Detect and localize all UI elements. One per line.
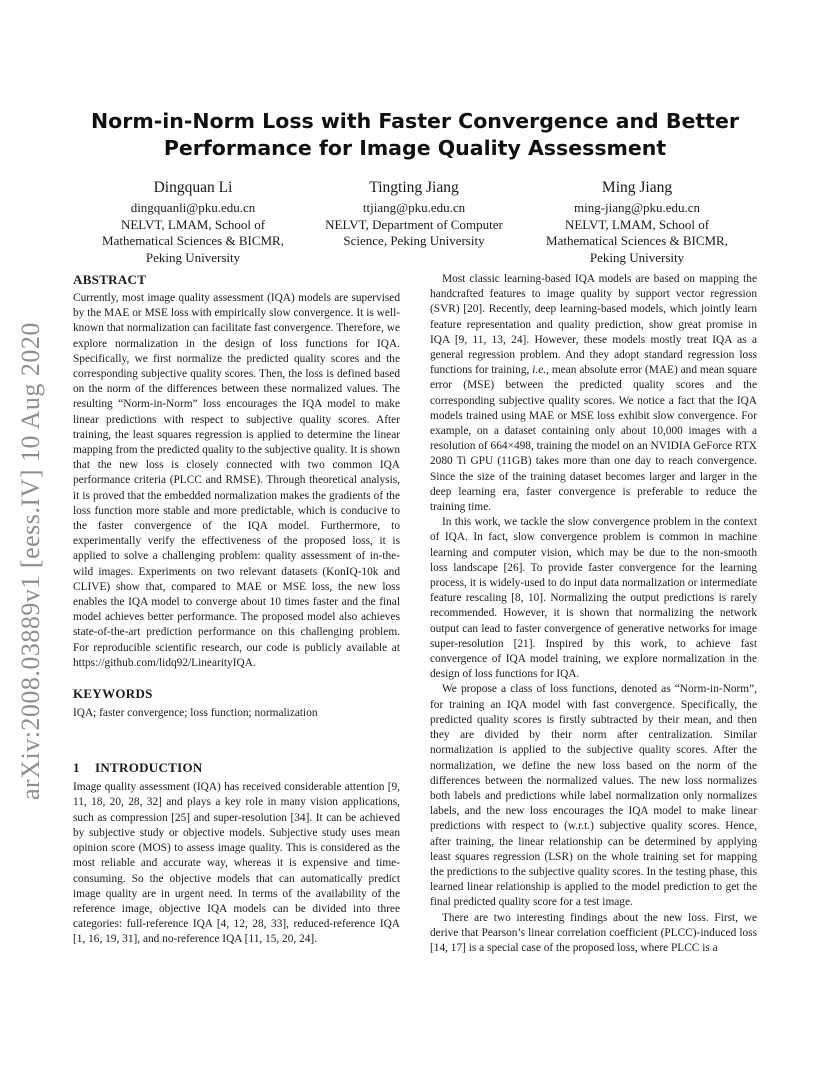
paper-title: [90, 108, 740, 162]
introduction-paragraph: Image quality assessment (IQA) has received considerable attention [9, 11, 18, 20, 28, 32] and plays a key role in many vision applications, such as compression [25] and super-resolution [34]. It can be achieved by subjective study or objective models. Subjective study uses mean opinion score (MOS) to assess image quality. This is considered as the most reliable and accurate way, whereas it is expensive and time-consuming. So the objective models that can automatically predict image quality are in urgent need. In terms of the availability of the reference image, objective IQA models can be divided into three categories: full-reference IQA [4, 12, 28, 33], reduced-reference IQA [1, 16, 19, 31], and no-reference IQA [11, 15, 20, 24].: [73, 781, 400, 946]
abstract-heading: ABSTRACT: [73, 272, 147, 287]
abstract-text: Currently, most image quality assessment (IQA) models are supervised by the MAE or MSE loss with empirically slow convergence. It is well-known that normalization can facilitate fast convergence. Therefore, we explore normalization in the design of loss functions for IQA. Specifically, we first normalize the predicted quality scores and the corresponding subjective quality scores. Then, the loss is defined based on the norm of the differences between these normalized values. The resulting “Norm-in-Norm” loss encourages the IQA model to make linear predictions with respect to subjective quality scores. After training, the least squares regression is applied to determine the linear mapping from the predicted quality to the subjective quality. It is shown that the new loss is closely connected with two common IQA performance criteria (PLCC and RMSE). Through theoretical analysis, it is proved that the embedded normalization makes the gradients of the loss function more stable and more predictable, which is conducive to the faster convergence of the IQA model. Furthermore, to experimentally verify the effectiveness of the proposed loss, it is applied to solve a challenging problem: quality assessment of in-the-wild images. Experiments on two relevant datasets (KonIQ-10k and CLIVE) show that, compared to MAE or MSE loss, the new loss enables the IQA model to converge about 10 times faster and the final model achieves better performance. The proposed model also achieves state-of-the-art prediction performance on this challenging problem. For reproducible scientific research, our code is publicly available at https://github.com/lidq92/LinearityIQA.: [73, 292, 400, 669]
keywords-text: IQA; faster convergence; loss function; normalization: [73, 707, 318, 720]
author-email[interactable]: ming-jiang@pku.edu.cn: [573, 200, 701, 215]
author-name: Tingting Jiang: [369, 179, 459, 196]
author-affiliation: Peking University: [145, 249, 241, 265]
body-text: Most classic learning-based IQA models are based on mapping the handcrafted features to image quality by support vector regression (SVR) [20]. Recently, deep learning-based models, which jointly learn feature representation and quality prediction, show great promise in IQA [9, 11, 13, 24]. However, these models mostly treat IQA as a general regression problem. And they adopt standard regression loss functions for training,: [430, 273, 757, 377]
author-affiliation: Mathematical Sciences & BICMR,: [546, 233, 728, 248]
author-affiliation: NELVT, Department of Computer: [325, 216, 503, 232]
author-block-1: [93, 178, 293, 266]
author-name: Ming Jiang: [601, 179, 673, 196]
author-affiliation: Peking University: [589, 249, 685, 265]
body-text: , mean absolute error (MAE) and mean square error (MSE) between the predicted quality scores and the corresponding subjective quality scores. We notice a fact that the IQA models trained using MAE or MSE loss exhibit slow convergence. For example, on a dataset containing only about 10,000 images with a resolution of 664×498, training the model on an NVIDIA GeForce RTX 2080 Ti GPU (11GB) takes more than one day to reach convergence. Since the size of the training dataset becomes larger and larger in the deep learning era, faster convergence is preferable to reduce the training time.: [430, 364, 757, 514]
author-email[interactable]: ttjiang@pku.edu.cn: [362, 200, 466, 215]
title-line-2: Performance for Image Quality Assessment: [163, 136, 667, 160]
title-line-1: Norm-in-Norm Loss with Faster Convergence and Better: [90, 109, 739, 133]
author-affiliation: NELVT, LMAM, School of: [120, 216, 266, 232]
section-number: 1: [73, 760, 80, 776]
body-paragraph: In this work, we tackle the slow convergence problem in the context of IQA. In fact, slow convergence problem is common in machine learning and computer vision, which may be due to the non-smooth loss landscape [26]. To provide faster convergence for the learning process, it is widely-used to do input data normalization or intermediate feature rescaling [8, 10]. Normalizing the output predictions is rarely recommended. However, it is shown that normalizing the network output can lead to faster convergence of generative networks for image super-resolution [21]. Inspired by this work, to achieve fast convergence of IQA model training, we explore normalization in the design of loss functions for IQA.: [430, 516, 757, 681]
emphasis-text: i.e.: [532, 364, 547, 377]
author-affiliation: Science, Peking University: [343, 233, 485, 248]
author-affiliation: NELVT, LMAM, School of: [564, 216, 710, 232]
author-affiliation: Mathematical Sciences & BICMR,: [102, 233, 284, 248]
left-column: [73, 272, 400, 948]
body-paragraph: We propose a class of loss functions, denoted as “Norm-in-Norm”, for training an IQA model with fast convergence. Specifically, the predicted quality scores is firstly subtracted by their mean, and then they are divided by their norm after centralization. Similar normalization is applied to the subjective quality scores. After the normalization, we define the new loss based on the norm of the differences between the normalized values. The new loss normalizes both labels and predictions while label normalization only normalizes labels, and the new loss encourages the IQA model to make linear predictions with respect to (w.r.t.) subjective quality scores. Hence, after training, the linear relationship can be determined by applying least squares regression (LSR) on the whole training set for mapping the predictions to the subjective quality scores. In the testing phase, this learned linear relationship is applied to the model prediction to get the final predicted quality score for a test image.: [430, 683, 757, 909]
author-block-2: [314, 178, 514, 250]
author-block-3: [537, 178, 737, 266]
right-column: [430, 272, 757, 956]
author-name: Dingquan Li: [153, 179, 233, 196]
keywords-heading: KEYWORDS: [73, 686, 153, 702]
body-paragraph: [430, 272, 757, 515]
section-title: INTRODUCTION: [95, 760, 203, 776]
author-email[interactable]: dingquanli@pku.edu.cn: [130, 200, 256, 215]
arxiv-identifier[interactable]: arXiv:2008.03889v1 [eess.IV] 10 Aug 2020: [16, 322, 45, 800]
body-paragraph: There are two interesting findings about the new loss. First, we derive that Pearson’s linear correlation coefficient (PLCC)-induced loss [14, 17] is a special case of the proposed loss, where PLCC is a: [430, 911, 757, 954]
introduction-heading: [73, 760, 400, 776]
